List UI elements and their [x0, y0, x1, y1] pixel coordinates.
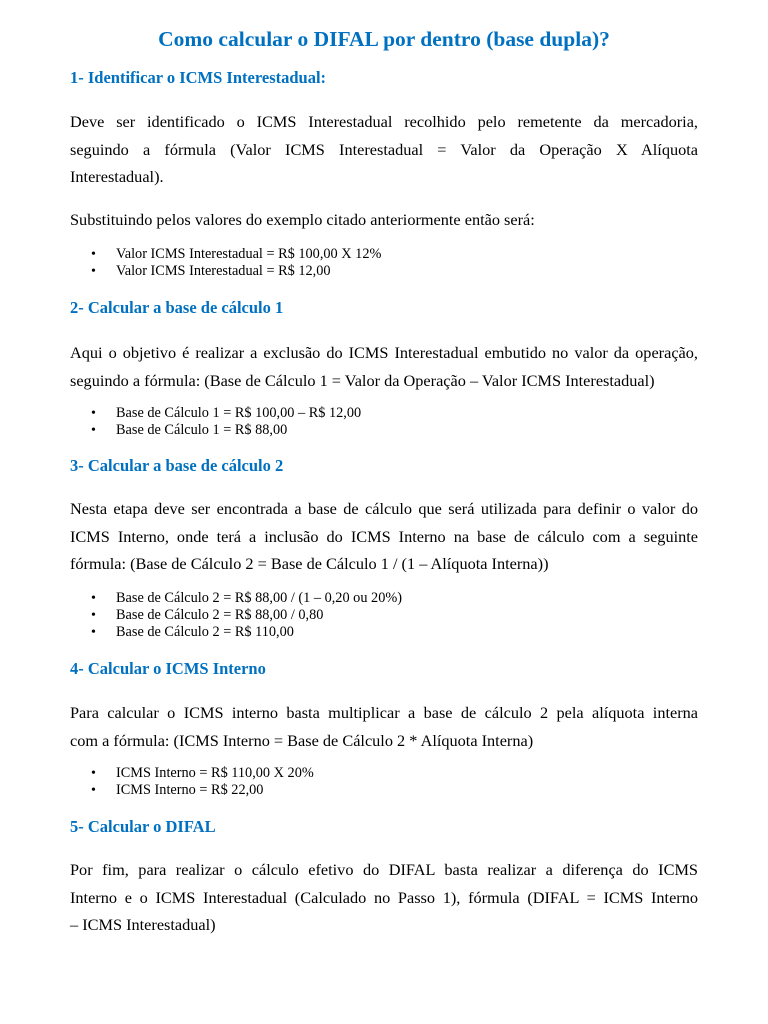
- section-5-paragraph: [70, 856, 698, 939]
- paragraph-line: com a fórmula: (ICMS Interno = Base de Cálculo 2 * Alíquota Interna): [70, 730, 534, 750]
- document-title: Como calcular o DIFAL por dentro (base dupla)?: [158, 27, 610, 51]
- bullet-icon: •: [91, 247, 96, 262]
- paragraph-line: ICMS Interno, onde terá a inclusão do ICMS Interno na base de cálculo com a seguinte: [70, 526, 698, 546]
- paragraph-line: Para calcular o ICMS interno basta multiplicar a base de cálculo 2 pela alíquota interna: [70, 703, 698, 722]
- section-2-bullet-list: [70, 405, 361, 439]
- paragraph-line: Interno e o ICMS Interestadual (Calculado no Passo 1), fórmula (DIFAL = ICMS Interno: [70, 887, 698, 907]
- list-item-text: Base de Cálculo 1 = R$ 100,00 – R$ 12,00: [116, 405, 362, 421]
- list-item: [70, 422, 361, 439]
- paragraph-line: fórmula: (Base de Cálculo 2 = Base de Cálculo 1 / (1 – Alíquota Interna)): [70, 554, 549, 573]
- paragraph-line: Deve ser identificado o ICMS Interestadual recolhido pelo remetente da mercadoria,: [70, 112, 698, 131]
- list-item: [70, 246, 381, 263]
- section-2-paragraph: [70, 339, 698, 394]
- section-5-heading: 5- Calcular o DIFAL: [70, 817, 216, 836]
- bullet-icon: •: [91, 406, 96, 421]
- list-item-text: ICMS Interno = R$ 110,00 X 20%: [116, 765, 314, 781]
- section-1-bullet-list: [70, 246, 381, 280]
- list-item-text: Valor ICMS Interestadual = R$ 12,00: [116, 263, 331, 280]
- list-item: [70, 765, 314, 782]
- paragraph-line: seguindo a fórmula (Valor ICMS Interestadual = Valor da Operação X Alíquota: [70, 139, 698, 159]
- list-item: [70, 607, 402, 624]
- list-item-text: ICMS Interno = R$ 22,00: [116, 782, 264, 799]
- list-item: [70, 590, 402, 607]
- list-item: [70, 782, 314, 799]
- section-2-heading: 2- Calcular a base de cálculo 1: [70, 298, 284, 317]
- section-3-bullet-list: [70, 590, 402, 642]
- bullet-icon: •: [91, 625, 96, 641]
- list-item: [70, 405, 361, 422]
- section-3-paragraph: [70, 495, 698, 578]
- list-item-text: Valor ICMS Interestadual = R$ 100,00 X 12%: [116, 246, 382, 262]
- list-item-text: Base de Cálculo 2 = R$ 88,00 / 0,80: [116, 607, 324, 624]
- bullet-icon: •: [91, 264, 96, 280]
- section-3-heading: 3- Calcular a base de cálculo 2: [70, 456, 284, 475]
- list-item: [70, 263, 381, 280]
- paragraph-line: Interestadual).: [70, 167, 164, 186]
- bullet-icon: •: [91, 766, 96, 781]
- paragraph-line: – ICMS Interestadual): [70, 915, 216, 934]
- bullet-icon: •: [91, 783, 96, 799]
- section-1-paragraph: [70, 108, 698, 191]
- list-item-text: Base de Cálculo 2 = R$ 110,00: [116, 624, 294, 641]
- section-4-bullet-list: [70, 765, 314, 799]
- paragraph-line: Nesta etapa deve ser encontrada a base de cálculo que será utilizada para definir o valor do: [70, 499, 698, 518]
- bullet-icon: •: [91, 423, 96, 439]
- bullet-icon: •: [91, 608, 96, 624]
- paragraph-line: seguindo a fórmula: (Base de Cálculo 1 = Valor da Operação – Valor ICMS Interestadual): [70, 370, 655, 390]
- list-item-text: Base de Cálculo 1 = R$ 88,00: [116, 422, 288, 439]
- bullet-icon: •: [91, 591, 96, 606]
- paragraph-line: Por fim, para realizar o cálculo efetivo do DIFAL basta realizar a diferença do ICMS: [70, 860, 698, 879]
- list-item-text: Base de Cálculo 2 = R$ 88,00 / (1 – 0,20 ou 20%): [116, 590, 403, 606]
- section-4-heading: 4- Calcular o ICMS Interno: [70, 659, 266, 678]
- section-1-extra-line: Substituindo pelos valores do exemplo citado anteriormente então será:: [70, 210, 535, 229]
- section-1-heading: 1- Identificar o ICMS Interestadual:: [70, 68, 327, 87]
- paragraph-line: Aqui o objetivo é realizar a exclusão do ICMS Interestadual embutido no valor da operação,: [70, 343, 698, 362]
- list-item: [70, 624, 402, 641]
- section-4-paragraph: [70, 699, 698, 754]
